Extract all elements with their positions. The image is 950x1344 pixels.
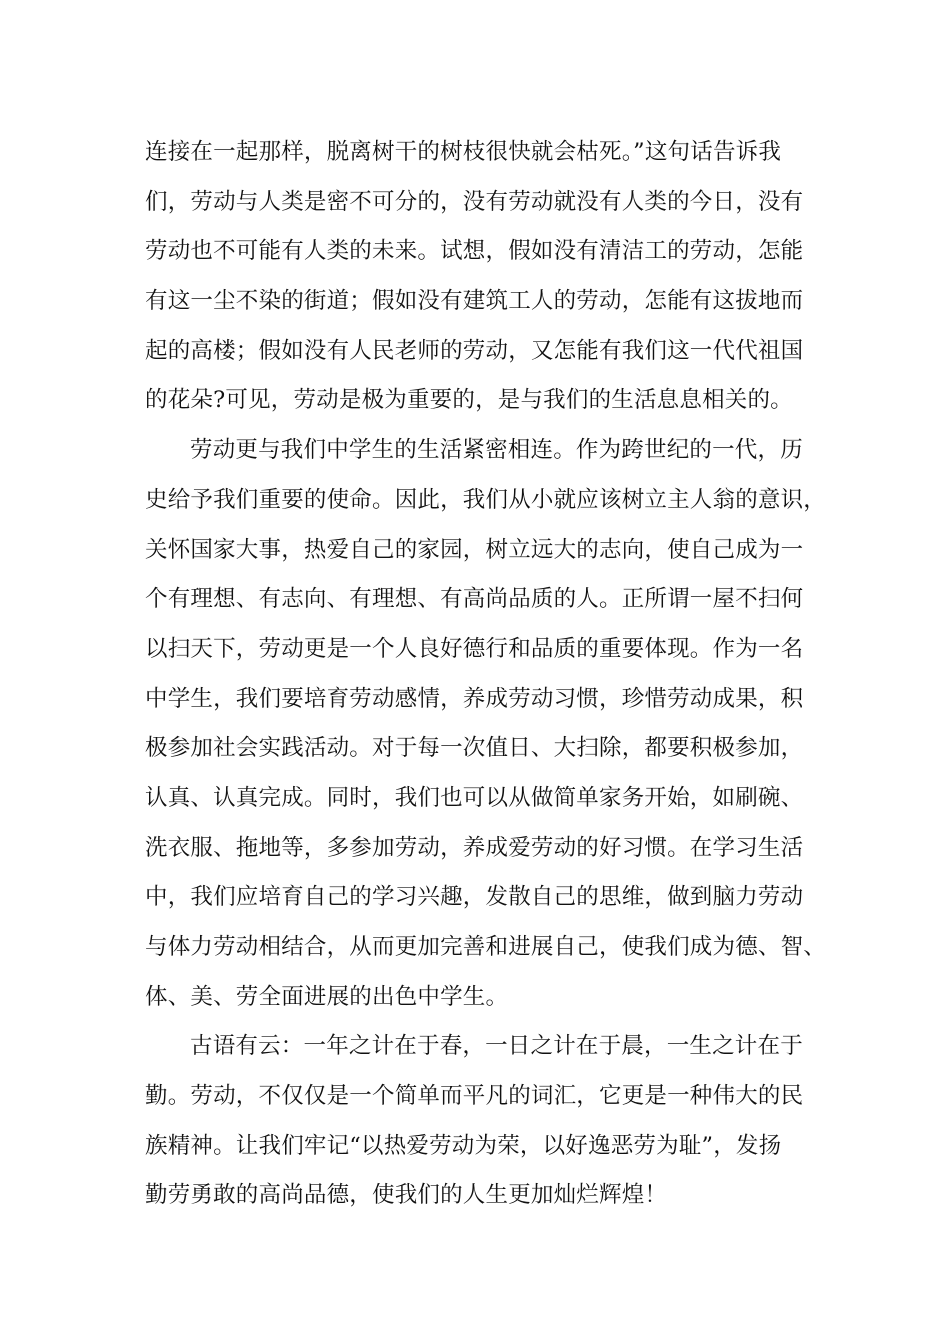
text-line: 中，我们应培育自己的学习兴趣，发散自己的思维，做到脑力劳动 [145, 884, 804, 911]
text-line: 劳动更与我们中学生的生活紧密相连。作为跨世纪的一代，历 [190, 437, 803, 464]
text-line: 个有理想、有志向、有理想、有高尚品质的人。正所谓一屋不扫何 [145, 586, 804, 613]
text-line: 体、美、劳全面进展的出色中学生。 [145, 983, 509, 1010]
text-line: 与体力劳动相结合，从而更加完善和进展自己，使我们成为德、智、 [145, 934, 827, 960]
text-line: 中学生，我们要培育劳动感情，养成劳动习惯，珍惜劳动成果，积 [145, 685, 804, 712]
text-line: 极参加社会实践活动。对于每一次值日、大扫除，都要积极参加， [145, 735, 804, 762]
text-line: 勤劳勇敢的高尚品德，使我们的人生更加灿烂辉煌！ [145, 1182, 668, 1209]
text-line: 关怀国家大事，热爱自己的家园，树立远大的志向，使自己成为一 [145, 536, 804, 563]
text-line: 古语有云：一年之计在于春，一日之计在于晨，一生之计在于 [190, 1033, 803, 1060]
text-line: 劳动也不可能有人类的未来。试想，假如没有清洁工的劳动，怎能 [145, 238, 804, 265]
document-body [145, 128, 829, 1221]
text-line: 们，劳动与人类是密不可分的，没有劳动就没有人类的今日，没有 [145, 188, 804, 215]
text-line: 起的高楼；假如没有人民老师的劳动，又怎能有我们这一代代祖国 [145, 337, 804, 364]
text-line: 的花朵?可见，劳动是极为重要的，是与我们的生活息息相关的。 [145, 387, 793, 414]
text-line: 有这一尘不染的街道；假如没有建筑工人的劳动，怎能有这拔地而 [145, 288, 804, 315]
text-line: 史给予我们重要的使命。因此，我们从小就应该树立主人翁的意识， [145, 486, 827, 513]
text-line: 勤。劳动，不仅仅是一个简单而平凡的词汇，它更是一种伟大的民 [145, 1083, 804, 1110]
paragraph-3 [145, 1022, 829, 1221]
text-line: 以扫天下，劳动更是一个人良好德行和品质的重要体现。作为一名 [145, 635, 804, 662]
text-line: 认真、认真完成。同时，我们也可以从做简单家务开始，如刷碗、 [145, 784, 804, 811]
text-line: 连接在一起那样，脱离树干的树枝很快就会枯死。”这句话告诉我 [145, 139, 782, 165]
text-line: 洗衣服、拖地等，多参加劳动，养成爱劳动的好习惯。在学习生活 [145, 834, 804, 861]
paragraph-1 [145, 128, 829, 426]
paragraph-2 [145, 426, 829, 1022]
text-line: 族精神。让我们牢记“以热爱劳动为荣，以好逸恶劳为耻”，发扬 [145, 1132, 782, 1159]
